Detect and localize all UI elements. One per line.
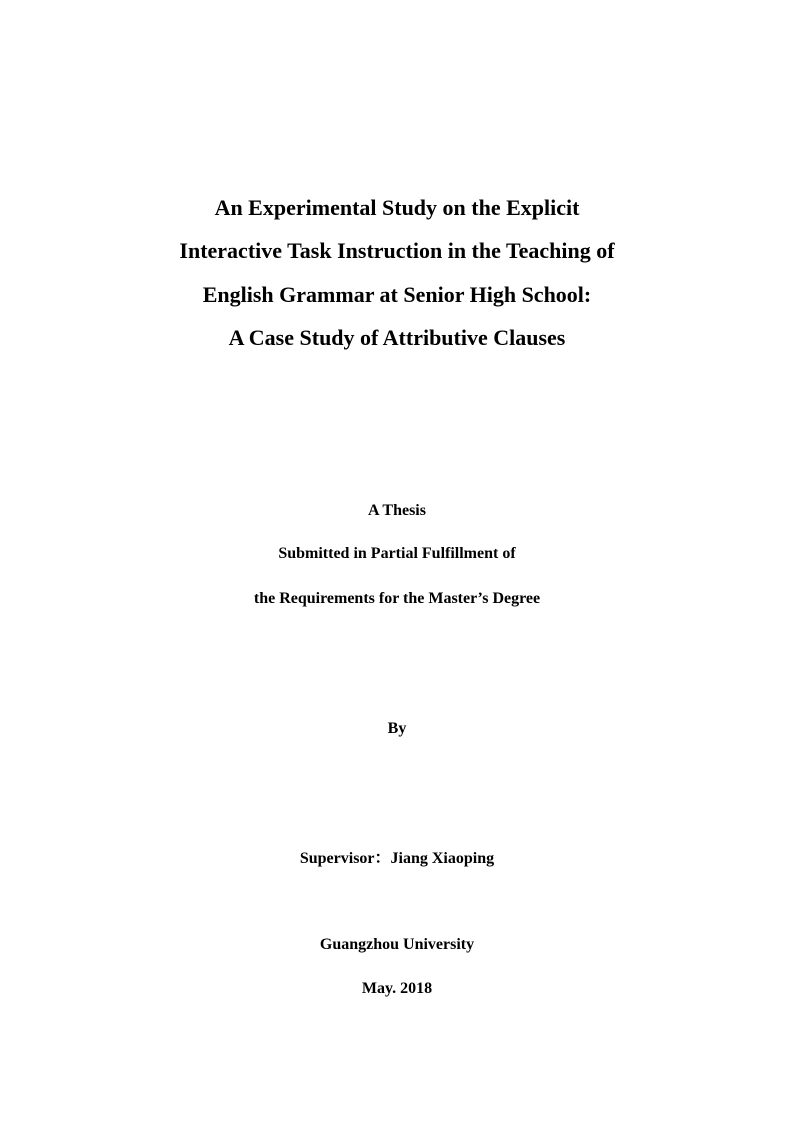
submission-line-2: the Requirements for the Master’s Degree (253, 590, 541, 607)
title-line-2: Interactive Task Instruction in the Teaching of (179, 238, 615, 263)
title-line-1: An Experimental Study on the Explicit (214, 195, 580, 220)
supervisor-line: Supervisor：Jiang Xiaoping (299, 850, 495, 867)
thesis-type: A Thesis (368, 502, 426, 519)
submission-date: May. 2018 (361, 980, 433, 997)
university-name: Guangzhou University (319, 936, 475, 953)
by-label: By (387, 720, 407, 737)
title-line-3: English Grammar at Senior High School: (202, 282, 592, 307)
submission-line-1: Submitted in Partial Fulfillment of (278, 545, 516, 562)
title-line-4: A Case Study of Attributive Clauses (228, 325, 566, 350)
